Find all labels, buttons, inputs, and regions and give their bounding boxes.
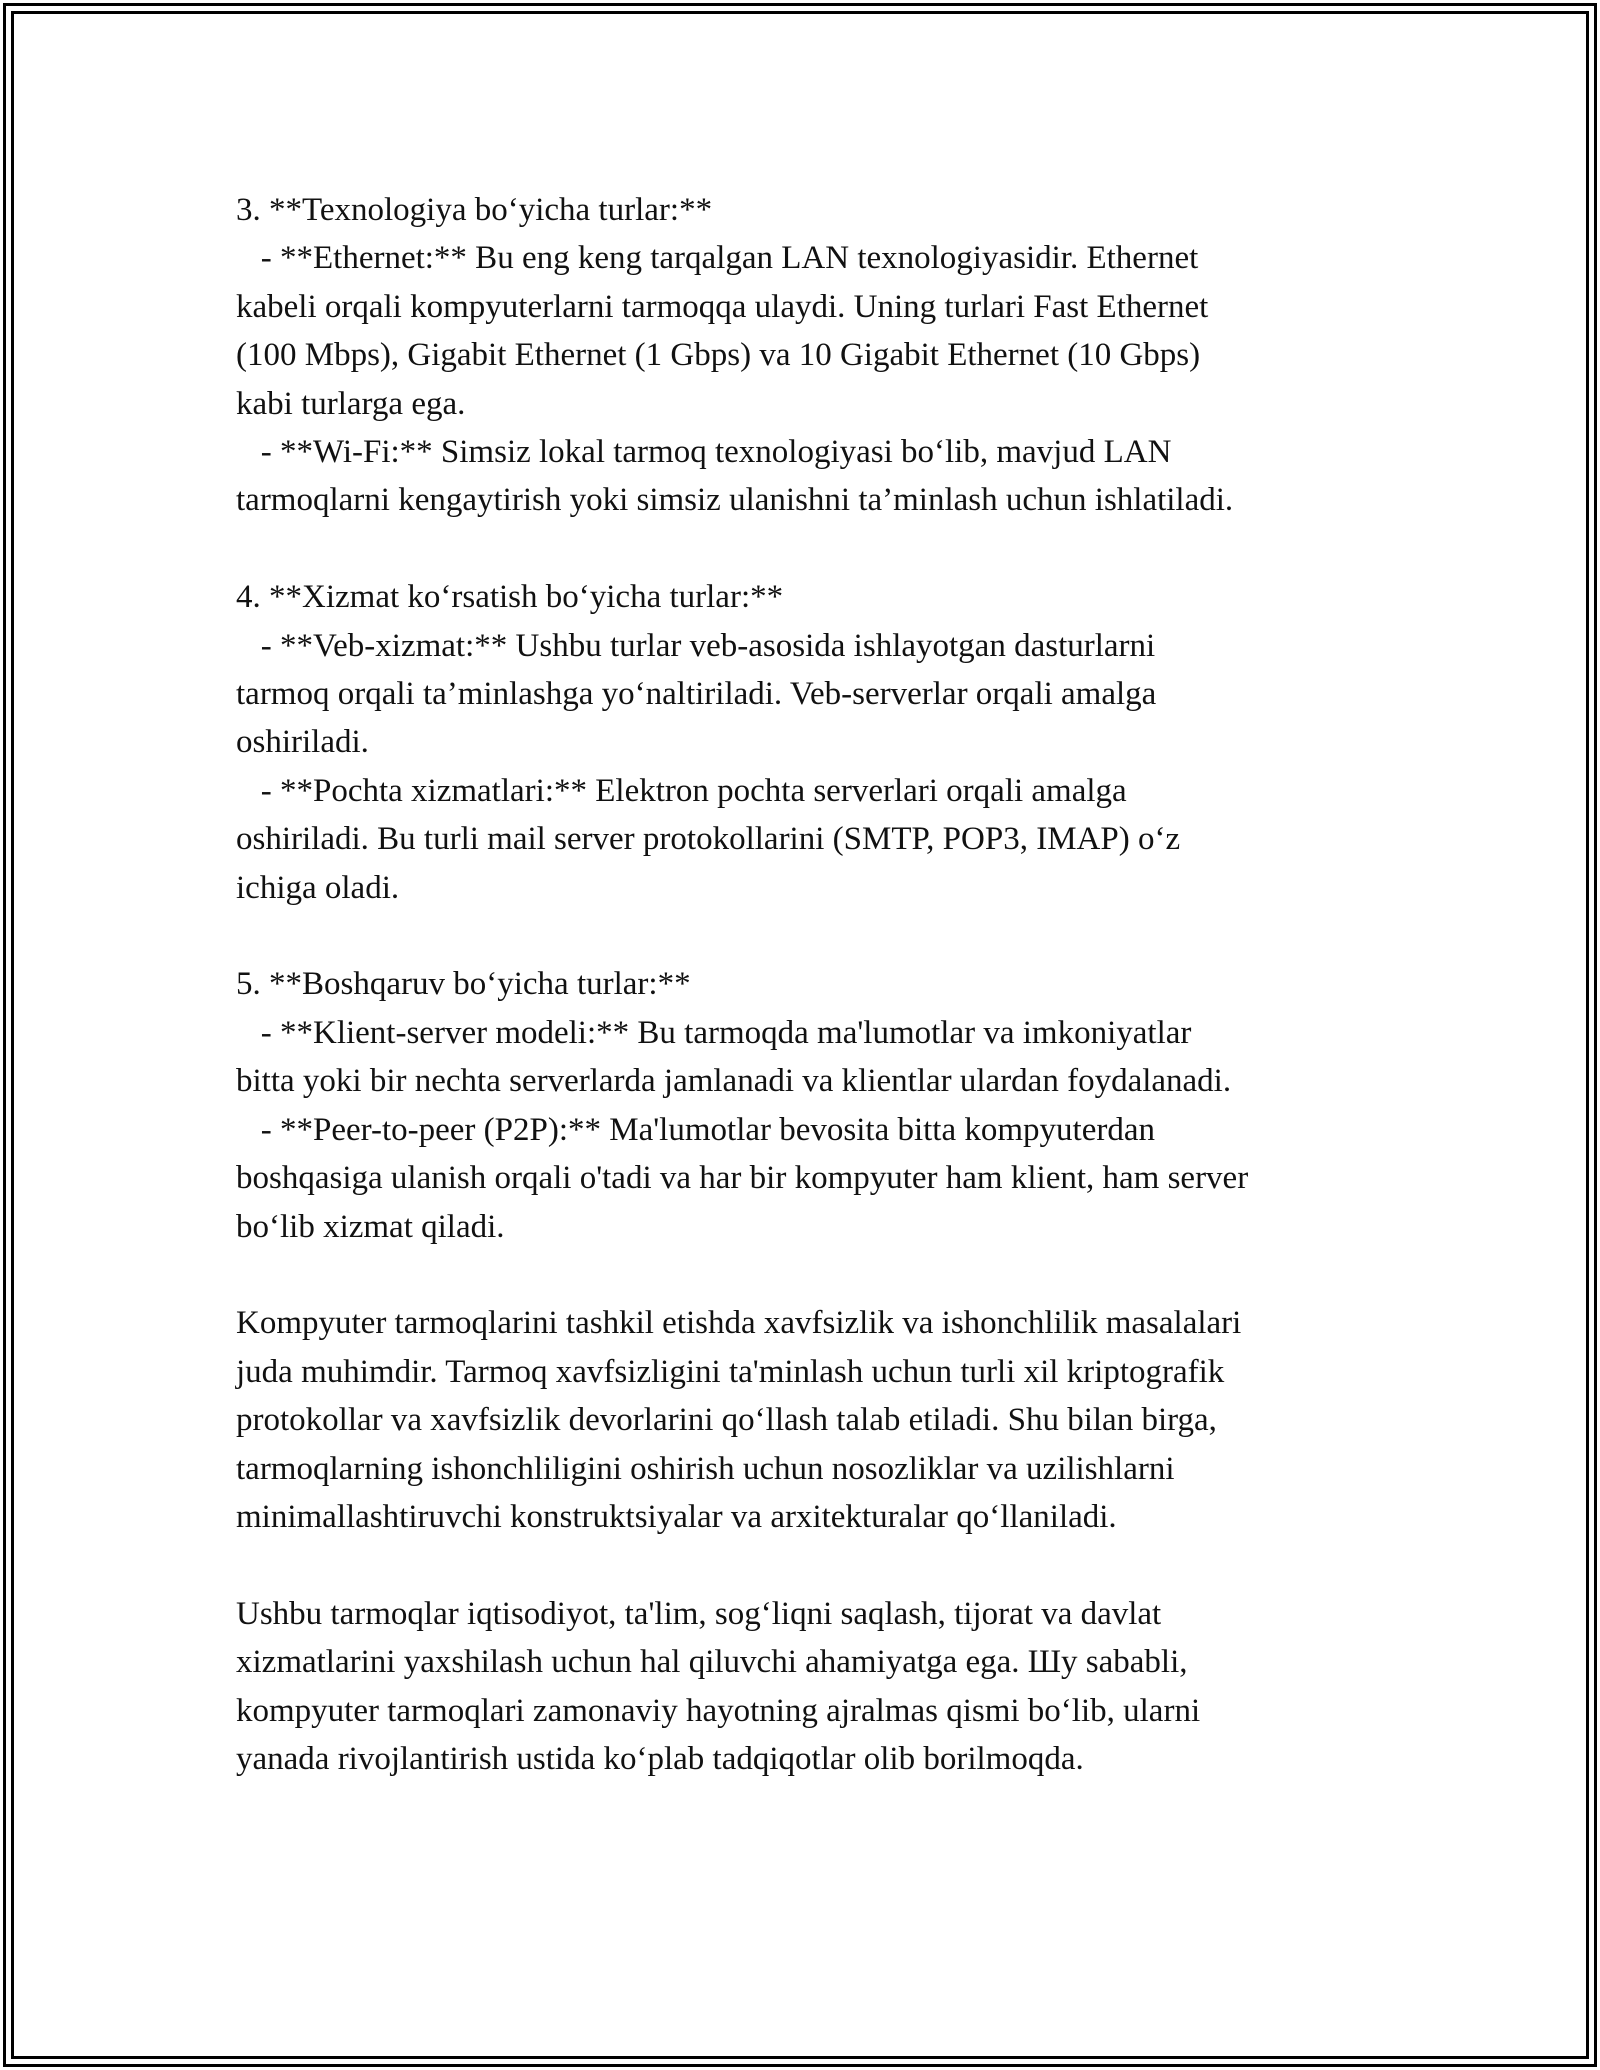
section-heading: 3. **Texnologiya bo‘yicha turlar:** — [236, 192, 713, 228]
text-line: ichiga oladi. — [236, 869, 400, 906]
list-item-veb-xizmat: - **Veb-xizmat:** Ushbu turlar veb-asosida ishlayotgan dasturlarni — [236, 627, 1156, 664]
text-line: yanada rivojlantirish ustida ko‘plab tadqiqotlar olib borilmoqda. — [236, 1740, 1084, 1777]
text-line: Kompyuter tarmoqlarini tashkil etishda xavfsizlik va ishonchlilik masalalari — [236, 1305, 1242, 1342]
list-item-wifi: - **Wi-Fi:** Simsiz lokal tarmoq texnologiyasi bo‘lib, mavjud LAN — [236, 434, 1172, 471]
section-heading: 5. **Boshqaruv bo‘yicha turlar:** — [236, 966, 691, 1003]
text-line: (100 Mbps), Gigabit Ethernet (1 Gbps) va 10 Gigabit Ethernet (10 Gbps) — [236, 337, 1201, 374]
text-line: kompyuter tarmoqlari zamonaviy hayotning ajralmas qismi bo‘lib, ularni — [236, 1692, 1201, 1729]
text-line: bitta yoki bir nechta serverlarda jamlanadi va klientlar ulardan foydalanadi. — [236, 1063, 1232, 1100]
text-line: kabeli orqali kompyuterlarni tarmoqqa ulaydi. Uning turlari Fast Ethernet — [236, 288, 1209, 325]
paragraph-xavfsizlik — [236, 1299, 1376, 1541]
text-line: bo‘lib xizmat qiladi. — [236, 1208, 505, 1245]
list-item-ethernet: - **Ethernet:** Bu eng keng tarqalgan LAN texnologiyasidir. Ethernet — [236, 240, 1199, 277]
text-line: tarmoqlarning ishonchliligini oshirish uchun nosozliklar va uzilishlarni — [236, 1450, 1175, 1487]
text-line: tarmoq orqali ta’minlashga yo‘naltiriladi. Veb-serverlar orqali amalga — [236, 676, 1157, 713]
section-texnologiya — [236, 186, 1376, 525]
text-line: xizmatlarini yaxshilash uchun hal qiluvchi ahamiyatga ega. Шу sababli, — [236, 1644, 1188, 1681]
list-item-pochta: - **Pochta xizmatlari:** Elektron pochta serverlari orqali amalga — [236, 772, 1127, 809]
text-line: oshiriladi. Bu turli mail server protokollarini (SMTP, POP3, IMAP) o‘z — [236, 821, 1181, 858]
paragraph-ahamiyat — [236, 1590, 1376, 1784]
text-line: tarmoqlarni kengaytirish yoki simsiz ulanishni ta’minlash uchun ishlatiladi. — [236, 482, 1234, 519]
document-body — [236, 186, 1376, 1832]
section-heading: 4. **Xizmat ko‘rsatish bo‘yicha turlar:** — [236, 579, 784, 616]
section-boshqaruv — [236, 960, 1376, 1250]
text-line: kabi turlarga ega. — [236, 385, 466, 422]
section-xizmat — [236, 573, 1376, 912]
text-line: protokollar va xavfsizlik devorlarini qo‘llash talab etiladi. Shu bilan birga, — [236, 1402, 1217, 1439]
text-line: Ushbu tarmoqlar iqtisodiyot, ta'lim, sog‘liqni saqlash, tijorat va davlat — [236, 1595, 1162, 1632]
list-item-p2p: - **Peer-to-peer (P2P):** Ma'lumotlar bevosita bitta kompyuterdan — [236, 1111, 1155, 1148]
text-line: minimallashtiruvchi konstruktsiyalar va arxitekturalar qo‘llaniladi. — [236, 1498, 1117, 1535]
text-line: oshiriladi. — [236, 724, 369, 761]
text-line: juda muhimdir. Tarmoq xavfsizligini ta'minlash uchun turli xil kriptografik — [236, 1353, 1225, 1390]
list-item-klient-server: - **Klient-server modeli:** Bu tarmoqda ma'lumotlar va imkoniyatlar — [236, 1014, 1192, 1051]
text-line: boshqasiga ulanish orqali o'tadi va har bir kompyuter ham klient, ham server — [236, 1160, 1249, 1197]
